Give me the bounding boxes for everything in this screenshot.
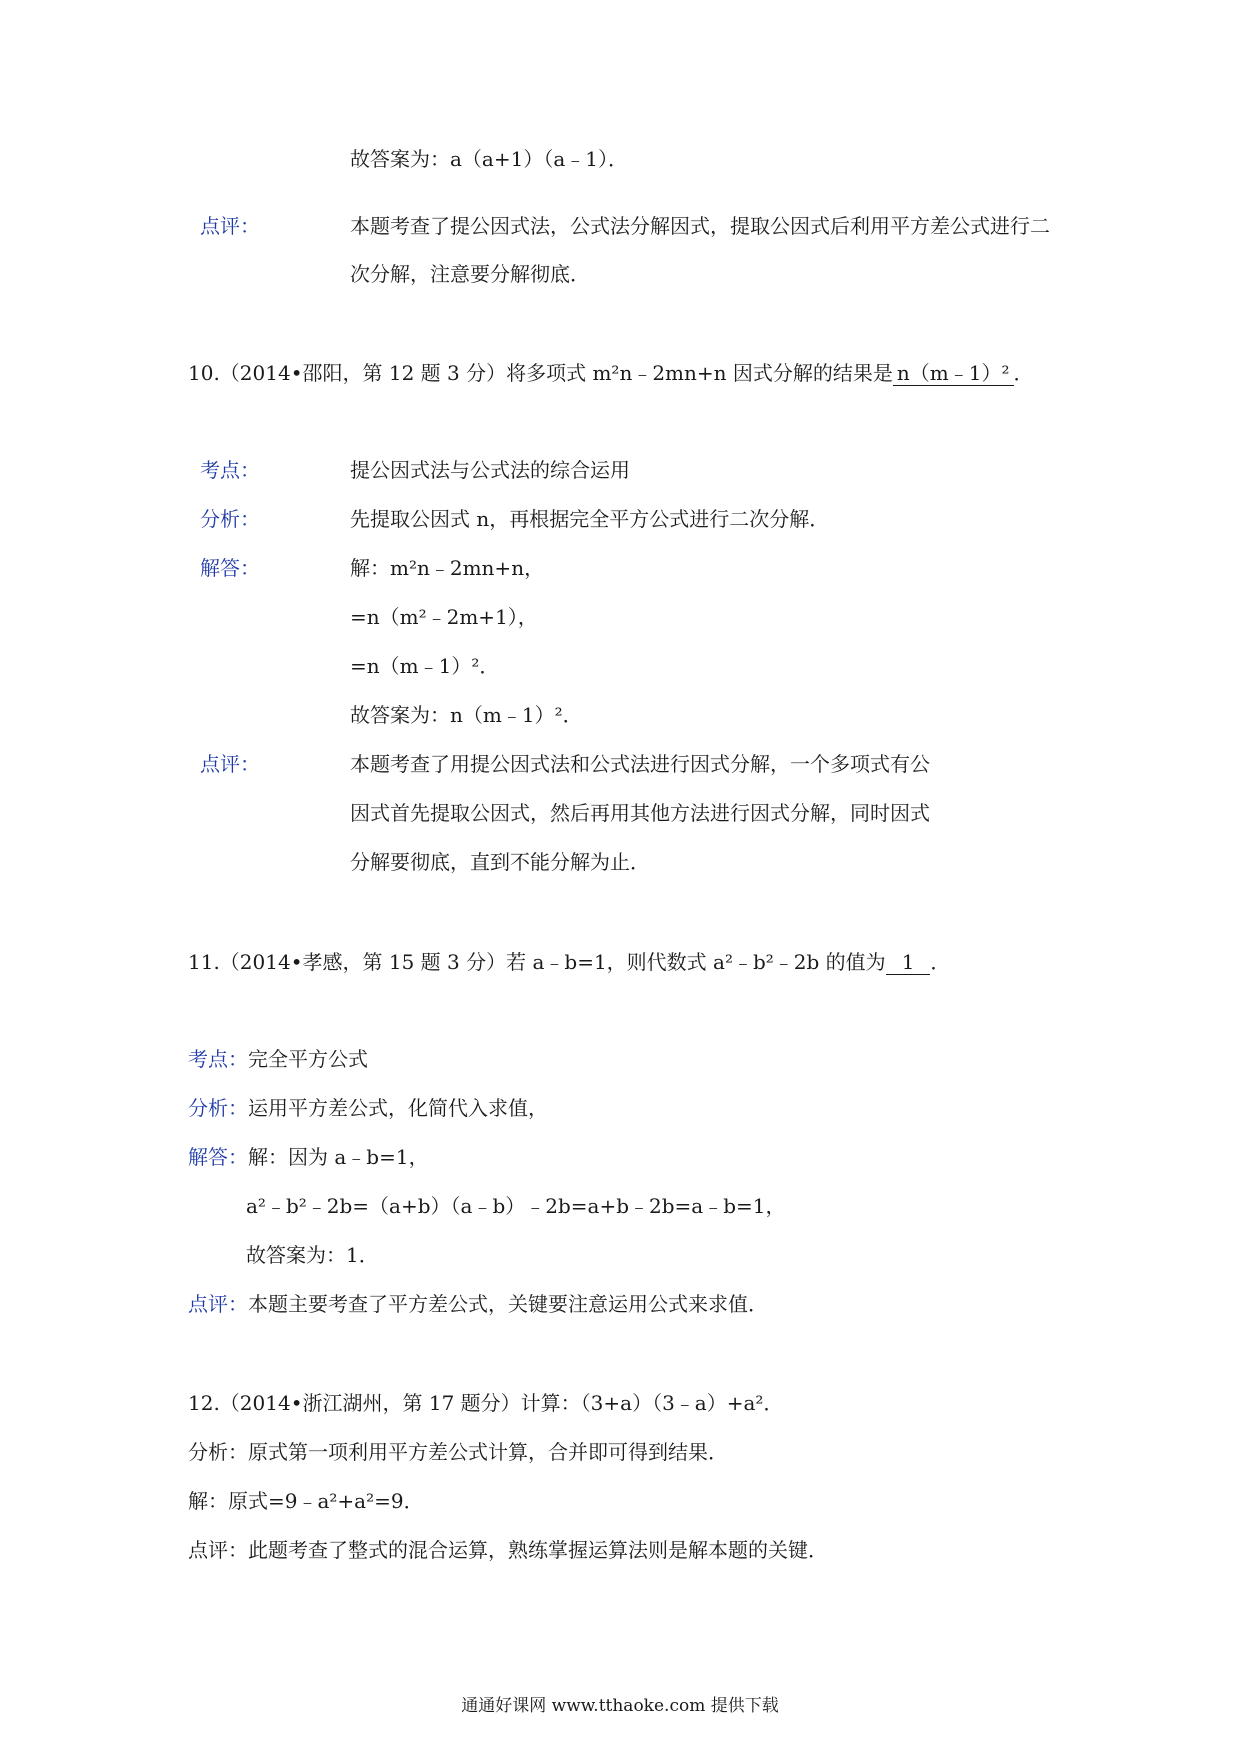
q10-solution-1: 解：m²n﹣2mn+n，: [350, 556, 545, 580]
q10-kaodian: 提公因式法与公式法的综合运用: [350, 458, 630, 482]
q11-end: ．: [930, 950, 951, 974]
q10-comment-1: 本题考查了用提公因式法和公式法进行因式分解，一个多项式有公: [350, 752, 930, 776]
q11-jieda-line: [188, 1143, 429, 1171]
q10-fenxi: 先提取公因式 n，再根据完全平方公式进行二次分解．: [350, 507, 830, 531]
q11-dianping-label: 点评：: [188, 1292, 248, 1316]
q11-stem: 11.（2014•孝感，第 15 题 3 分）若 a﹣b=1，则代数式 a²﹣b²﹣2b 的值为: [188, 950, 886, 974]
q11-kaodian-label: 考点：: [188, 1047, 248, 1071]
q11-fenxi: 运用平方差公式，化简代入求值，: [248, 1096, 548, 1120]
q12-stem: 12.（2014•浙江湖州，第 17 题分）计算：（3+a）（3﹣a）+a²．: [188, 1391, 784, 1415]
q10-solution-4: 故答案为：n（m﹣1）²．: [350, 703, 583, 727]
page-footer: 通通好课网 www.tthaoke.com 提供下载: [461, 1696, 779, 1716]
prev-comment-label: 点评：: [200, 214, 260, 238]
q10-jieda-label: 解答：: [200, 556, 260, 580]
q11-answer: 1: [886, 950, 931, 975]
prev-answer-line: 故答案为：a（a+1）（a﹣1）．: [350, 147, 628, 171]
q10-solution-2: =n（m²﹣2m+1），: [350, 605, 538, 629]
q10-stem-line: [188, 359, 1034, 387]
q10-solution-3: =n（m﹣1）²．: [350, 654, 500, 678]
q11-fenxi-line: [188, 1094, 548, 1122]
q10-fenxi-label: 分析：: [200, 507, 260, 531]
q11-stem-line: [188, 948, 950, 976]
prev-comment-line2: 次分解，注意要分解彻底．: [350, 262, 590, 286]
q12-dianping: 点评：此题考查了整式的混合运算，熟练掌握运算法则是解本题的关键．: [188, 1538, 828, 1562]
q11-kaodian-line: [188, 1045, 368, 1073]
q11-solution-3: 故答案为：1．: [246, 1243, 379, 1267]
q11-solution-1: 解：因为 a﹣b=1，: [248, 1145, 429, 1169]
q11-jieda-label: 解答：: [188, 1145, 248, 1169]
q10-end: ．: [1013, 361, 1034, 385]
q12-fenxi: 分析：原式第一项利用平方差公式计算，合并即可得到结果．: [188, 1440, 728, 1464]
q10-comment-3: 分解要彻底，直到不能分解为止．: [350, 850, 650, 874]
q11-dianping: 本题主要考查了平方差公式，关键要注意运用公式来求值．: [248, 1292, 768, 1316]
q11-fenxi-label: 分析：: [188, 1096, 248, 1120]
q12-solution: 解：原式=9﹣a²+a²=9．: [188, 1489, 424, 1513]
q10-stem: 10.（2014•邵阳，第 12 题 3 分）将多项式 m²n﹣2mn+n 因式分解的结果是: [188, 361, 893, 385]
q10-dianping-label: 点评：: [200, 752, 260, 776]
q11-dianping-line: [188, 1290, 768, 1318]
q11-kaodian: 完全平方公式: [248, 1047, 368, 1071]
q11-solution-2: a²﹣b²﹣2b=（a+b）（a﹣b）﹣2b=a+b﹣2b=a﹣b=1，: [246, 1194, 786, 1218]
q10-answer: n（m﹣1）²: [893, 361, 1014, 386]
q10-comment-2: 因式首先提取公因式，然后再用其他方法进行因式分解，同时因式: [350, 801, 930, 825]
q10-kaodian-label: 考点：: [200, 458, 260, 482]
prev-comment-line1: 本题考查了提公因式法，公式法分解因式，提取公因式后利用平方差公式进行二: [350, 214, 1050, 238]
